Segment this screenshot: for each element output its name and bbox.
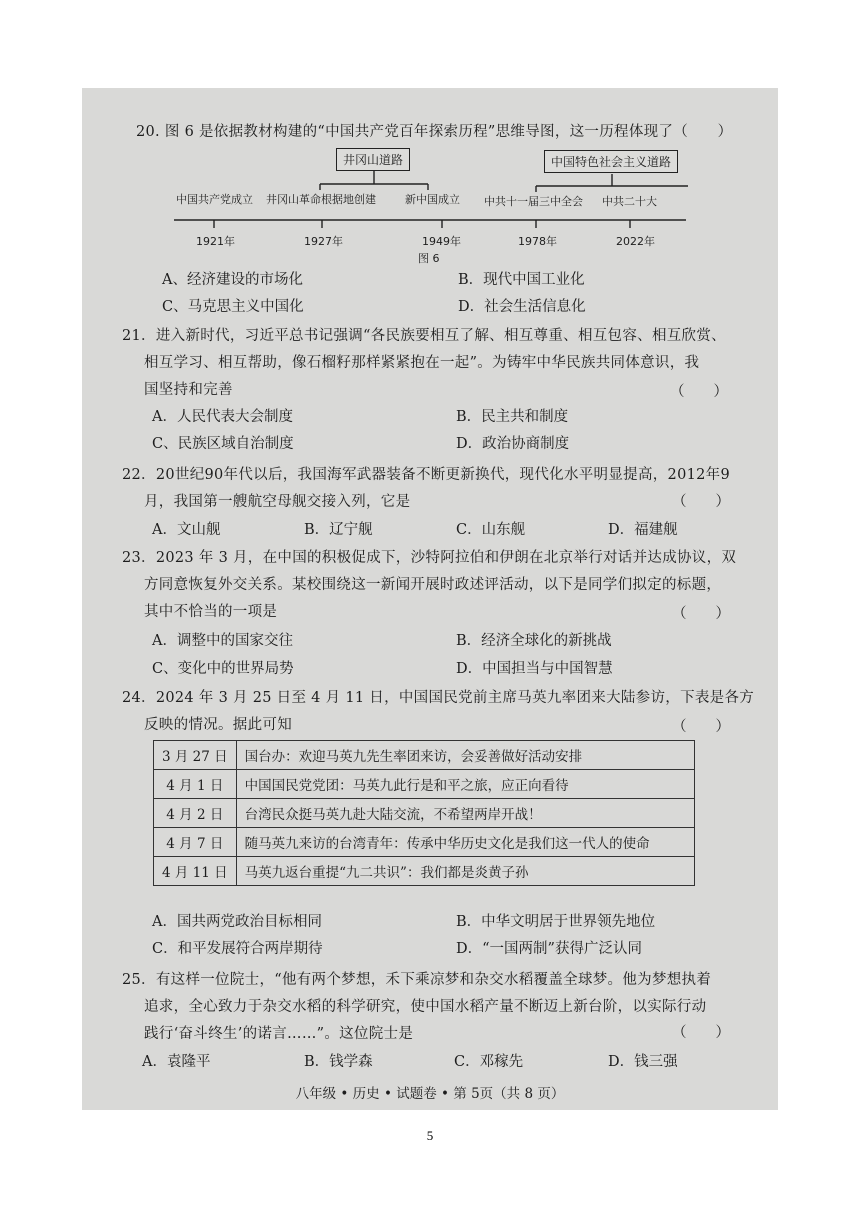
q20-option-b: B．现代中国工业化 [458,272,585,288]
q23-line: 23．2023 年 3 月，在中国的积极促成下，沙特阿拉伯和伊朗在北京举行对话并达成协议，双 [122,550,737,566]
q22-option-d: D．福建舰 [608,522,678,538]
event-label: 中共十一届三中全会 [484,195,583,208]
q21-option-c: C、民族区域自治制度 [152,436,294,452]
q24-option-c: C．和平发展符合两岸期待 [152,941,323,957]
q21-line: 国坚持和完善 [144,382,233,398]
q25-option-d: D．钱三强 [608,1054,678,1070]
q24-answer-paren: （ ） [672,719,730,735]
q25-answer-paren: （ ） [672,1025,730,1041]
box-socialism-chinese-characteristics: 中国特色社会主义道路 [544,150,678,173]
table-date-cell: 4 月 7 日 [154,828,237,857]
q23-option-b: B．经济全球化的新挑战 [456,633,612,649]
year-label: 1921年 [196,235,235,248]
page-number: 5 [426,1128,434,1143]
q22-option-a: A．文山舰 [152,522,221,538]
table-date-cell: 4 月 2 日 [154,799,237,828]
event-label: 井冈山革命根据地创建 [266,193,376,206]
q24-option-a: A．国共两党政治目标相同 [152,914,322,930]
event-label: 中共二十大 [602,195,657,208]
event-label: 中国共产党成立 [176,193,253,206]
table-content-cell: 马英九返台重提“九二共识”：我们都是炎黄子孙 [236,857,694,886]
q23-option-c: C、变化中的世界局势 [152,661,294,677]
year-label: 2022年 [616,235,655,248]
year-label: 1927年 [304,235,343,248]
q25-option-c: C．邓稼先 [454,1054,524,1070]
table-row [154,770,695,799]
q20-stem: 20. 图 6 是依据教材构建的“中国共产党百年探索历程”思维导图，这一历程体现了（ ） [136,124,733,140]
q23-line: 方同意恢复外交关系。某校围绕这一新闻开展时政述评活动，以下是同学们拟定的标题， [144,577,722,593]
q23-option-a: A．调整中的国家交往 [152,633,293,649]
q25-option-b: B．钱学森 [304,1054,373,1070]
q22-answer-paren: （ ） [672,494,730,510]
q24-line: 24．2024 年 3 月 25 日至 4 月 11 日，中国国民党前主席马英九率团来大陆参访，下表是各方 [122,690,755,706]
table-content-cell: 台湾民众挺马英九赴大陆交流，不希望两岸开战！ [236,799,694,828]
exam-footer: 八年级 • 历史 • 试题卷 • 第 5页（共 8 页） [295,1086,565,1102]
q25-line: 25．有这样一位院士，“他有两个梦想，禾下乘凉梦和杂交水稻覆盖全球梦。他为梦想执着 [122,972,712,988]
q21-option-b: B．民主共和制度 [456,409,569,425]
table-content-cell: 中国国民党党团：马英九此行是和平之旅，应正向看待 [236,770,694,799]
q25-line: 践行‘奋斗终生’的诺言……”。这位院士是 [144,1026,414,1042]
year-label: 1978年 [518,235,557,248]
q22-line: 22．20世纪90年代以后，我国海军武器装备不断更新换代，现代化水平明显提高，2012年9 [122,467,730,483]
q22-option-b: B．辽宁舰 [304,522,373,538]
q23-option-d: D．中国担当与中国智慧 [456,661,613,677]
q20-option-c: C、马克思主义中国化 [162,299,304,315]
q21-option-d: D．政治协商制度 [456,436,570,452]
q20-option-d: D．社会生活信息化 [458,299,586,315]
table-row [154,828,695,857]
box-jinggangshan-road: 井冈山道路 [336,148,410,171]
figure-caption: 图 6 [418,252,440,265]
table-row [154,857,695,886]
table-row [154,741,695,770]
q24-option-b: B．中华文明居于世界领先地位 [456,914,656,930]
q24-table [153,740,695,886]
year-label: 1949年 [422,235,461,248]
q25-line: 追求，全心致力于杂交水稻的科学研究，使中国水稻产量不断迈上新台阶，以实际行动 [144,999,707,1015]
q24-line: 反映的情况。据此可知 [144,717,292,733]
q21-answer-paren: （ ） [670,384,728,400]
scanned-page-photo [82,88,778,1110]
table-row [154,799,695,828]
q24-option-d: D．“一国两制”获得广泛认同 [456,941,642,957]
q21-option-a: A．人民代表大会制度 [152,409,293,425]
table-content-cell: 国台办：欢迎马英九先生率团来访，会妥善做好活动安排 [236,741,694,770]
q20-option-a: A、经济建设的市场化 [162,272,303,288]
table-date-cell: 3 月 27 日 [154,741,237,770]
q22-option-c: C．山东舰 [456,522,526,538]
table-date-cell: 4 月 1 日 [154,770,237,799]
q23-line: 其中不恰当的一项是 [144,604,278,620]
table-date-cell: 4 月 11 日 [154,857,237,886]
event-label: 新中国成立 [405,193,460,206]
q23-answer-paren: （ ） [672,606,730,622]
table-content-cell: 随马英九来访的台湾青年：传承中华历史文化是我们这一代人的使命 [236,828,694,857]
q21-line: 21．进入新时代，习近平总书记强调“各民族要相互了解、相互尊重、相互包容、相互欣赏、 [122,328,726,344]
q25-option-a: A．袁隆平 [142,1054,211,1070]
q21-line: 相互学习、相互帮助，像石榴籽那样紧紧抱在一起”。为铸牢中华民族共同体意识，我 [144,355,700,371]
q22-line: 月，我国第一艘航空母舰交接入列，它是 [144,494,411,510]
